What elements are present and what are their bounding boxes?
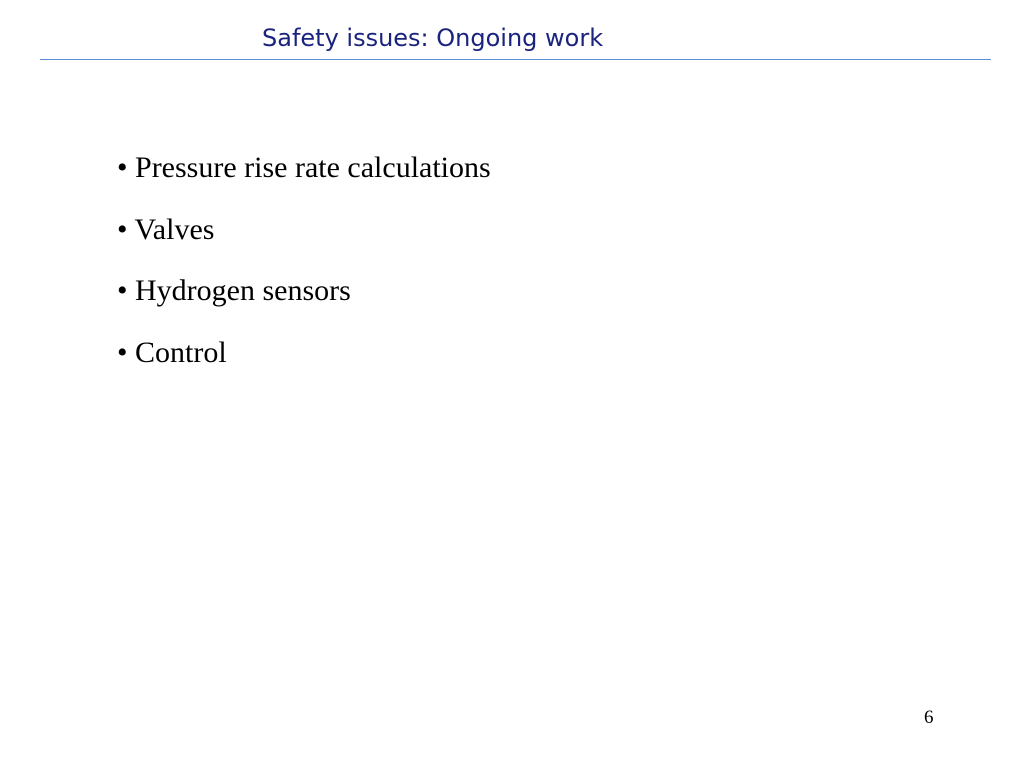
bullet-item: • Control [117, 335, 227, 369]
bullet-list [117, 148, 491, 394]
page-number: 6 [924, 707, 934, 728]
bullet-item: • Valves [117, 212, 215, 246]
title-divider [40, 59, 991, 60]
slide-title: Safety issues: Ongoing work [262, 24, 604, 52]
bullet-item: • Hydrogen sensors [117, 274, 351, 307]
bullet-item: • Pressure rise rate calculations [117, 151, 491, 184]
